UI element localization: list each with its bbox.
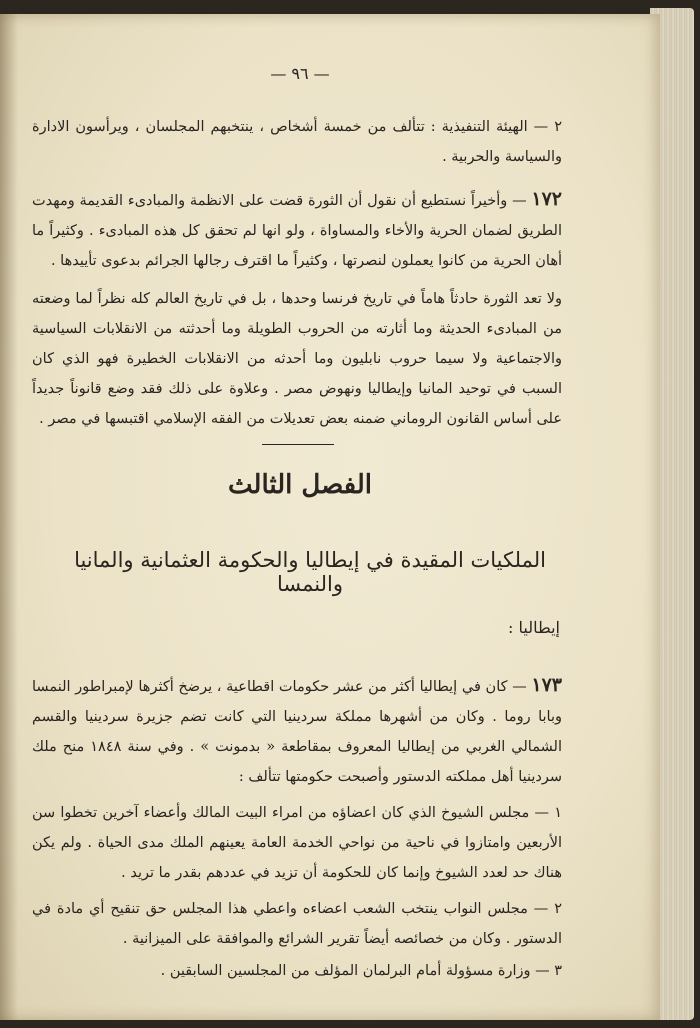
paragraph-senate: ١ — مجلس الشيوخ الذي كان اعضاؤه من امراء البيت المالك وأعضاء آخرين تخطوا سن الأربعين وامتازوا في ناحية من نواحي الخدمة العامة يعينهم الملك مدى الحياة . ولم يكن هناك حد لعدد الشيوخ وإنما كان للحكومة أن تزيد في عددهم بقدر ما تريد . <box>32 805 562 881</box>
paragraph-text: — وأخيراً نستطيع أن نقول أن الثورة قضت على الانظمة والمبادىء القديمة ومهدت الطريق لضمان الحرية والأخاء والمساواة ، ولو انها لم تحقق كل هذه المبادىء . وكثيراً ما أهان الحرية من كانوا يعملون لنصرتها ، وكثيراً ما اقترف رجالها الجرائم بدعوى تأييدها . <box>32 193 562 269</box>
paragraph-172 <box>32 184 562 276</box>
paragraph-number: ١٧٣ <box>531 674 562 696</box>
section-title: الملكيات المقيدة في إيطاليا والحكومة العثمانية والمانيا والنمسا <box>74 548 546 596</box>
paragraph-ministry: ٣ — وزارة مسؤولة أمام البرلمان المؤلف من المجلسين السابقين . <box>160 963 562 979</box>
chapter-title: الفصل الثالث <box>228 470 372 500</box>
page-number: — ٩٦ — <box>270 64 330 83</box>
paragraph-173 <box>32 670 562 792</box>
paragraph-number: ١٧٢ <box>531 188 562 210</box>
paragraph-executive-body: ٢ — الهيئة التنفيذية : تتألف من خمسة أشخاص ، ينتخبهم المجلسان ، ويرأسون الادارة والسياسة والحربية . <box>32 119 562 165</box>
spine-shadow <box>0 14 18 1020</box>
paragraph-revolution-importance: ولا تعد الثورة حادثاً هاماً في تاريخ فرنسا وحدها ، بل في تاريخ العالم كله نظراً لما وضعته من المبادىء الحديثة وما أثارته من الحروب الطويلة وما أحدثته من الانقلابات السياسية والاجتماعية ولا سيما حروب نابليون وما أحدثه من الانقلابات الخطيرة فهو الذي كان السبب في توحيد المانيا وإيطاليا ونهوض مصر . وعلاوة على ذلك فقد وضع قانوناً جديداً على أساس القانون الروماني ضمنه بعض تعديلات من الفقه الإسلامي اقتبسها في مصر . <box>32 291 562 427</box>
section-divider <box>262 444 334 445</box>
paragraph-text: — كان في إيطاليا أكثر من عشر حكومات اقطاعية ، يرضخ أكثرها لإمبراطور النمسا وبابا روما . وكان من أشهرها مملكة سردينيا التي كانت تضم جزيرة سردينيا والقسم الشمالي الغربي من إيطاليا المعروف بمقاطعة « بدمونت » . وفي سنة ١٨٤٨ منح ملك سردينيا أهل مملكته الدستور وأصبحت حكومتها تتألف : <box>32 679 562 785</box>
subheading-italy: إيطاليا : <box>508 618 560 637</box>
page-sheet <box>0 14 660 1020</box>
paragraph-chamber-of-deputies: ٢ — مجلس النواب ينتخب الشعب اعضاءه واعطي هذا المجلس حق تنقيح أي مادة في الدستور . وكان من خصائصه أيضاً تقرير الشرائع والموافقة على الميزانية . <box>32 901 562 947</box>
